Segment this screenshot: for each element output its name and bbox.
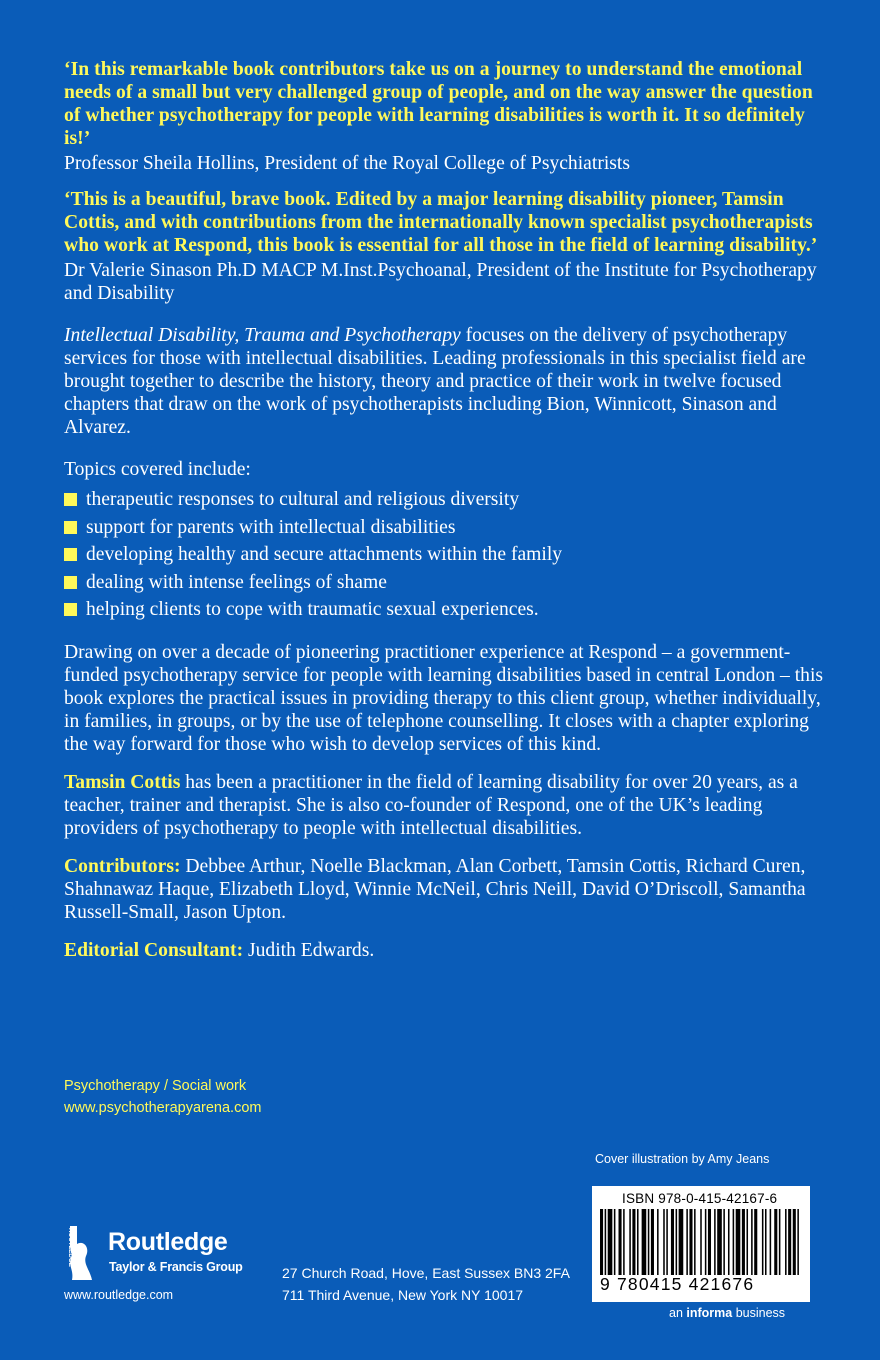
address-uk: 27 Church Road, Hove, East Sussex BN3 2FA: [282, 1265, 570, 1281]
barcode-bar: [733, 1209, 735, 1275]
barcode-bar: [608, 1209, 613, 1275]
cover-illustration-credit: Cover illustration by Amy Jeans: [595, 1152, 770, 1166]
isbn-barcode: [592, 1186, 810, 1302]
barcode-bar: [600, 1209, 603, 1275]
author-bio-text: has been a practitioner in the field of learning disability for over 20 years, as a teacher, trainer and therapist. She is also co-founder of Respond, one of the UK’s leading providers of psychotherapy to people with intellectual disabilities.: [64, 771, 798, 839]
barcode-bar: [637, 1209, 639, 1275]
barcode-bar: [605, 1209, 607, 1275]
publisher-url[interactable]: www.routledge.com: [64, 1288, 174, 1302]
author-name: Tamsin Cottis: [64, 771, 181, 793]
bullet-square-icon: [64, 576, 77, 589]
barcode-bar: [657, 1209, 659, 1275]
back-cover-content: [64, 58, 834, 962]
barcode-bar: [714, 1209, 716, 1275]
barcode-bar: [689, 1209, 692, 1275]
practice-paragraph: Drawing on over a decade of pioneering practitioner experience at Respond – a government-funded psychotherapy service for people with learning disabilities based in central London – this book explores the practical issues in providing therapy to this client group, whether individually, in families, in groups, or by the use of telephone counselling. It closes with a chapter exploring the way forward for those who wish to develop services of this kind.: [64, 641, 824, 755]
category-info: [64, 1075, 261, 1119]
barcode-bar: [785, 1209, 787, 1275]
barcode-bar: [746, 1209, 748, 1275]
contributors: [64, 855, 834, 924]
barcode-bar: [619, 1209, 622, 1275]
barcode-bar: [770, 1209, 772, 1275]
publisher-name: Routledge: [108, 1228, 228, 1256]
list-item: therapeutic responses to cultural and religious diversity: [64, 486, 834, 514]
barcode-bar: [694, 1209, 696, 1275]
quote-block-1: [64, 58, 834, 175]
barcode-bar: [779, 1209, 781, 1275]
list-item: dealing with intense feelings of shame: [64, 569, 834, 597]
publisher-address: [282, 1262, 570, 1306]
barcode-bar: [676, 1209, 678, 1275]
barcode-bar: [700, 1209, 702, 1275]
contributors-label: Contributors:: [64, 855, 181, 877]
editorial-label: Editorial Consultant:: [64, 939, 244, 961]
barcode-bar: [663, 1209, 665, 1275]
endorsement-attribution: Dr Valerie Sinason Ph.D MACP M.Inst.Psychoanal, President of the Institute for Psychotherapy and Disability: [64, 260, 817, 304]
bullet-square-icon: [64, 521, 77, 534]
barcode-bar: [788, 1209, 791, 1275]
list-item: support for parents with intellectual disabilities: [64, 514, 834, 542]
barcode-bar: [793, 1209, 796, 1275]
list-item: developing healthy and secure attachments within the family: [64, 541, 834, 569]
endorsement-quote: ‘This is a beautiful, brave book. Edited by a major learning disability pioneer, Tamsin Cottis, and with contributions from the internationally known specialist psychotherapists who work at Respond, this book is essential for all those in the field of learning disability.’: [64, 189, 818, 256]
barcode-bar: [686, 1209, 688, 1275]
barcode-bar: [762, 1209, 764, 1275]
svg-text:ROUTLEDGE: ROUTLEDGE: [67, 1228, 74, 1267]
barcode-bar: [765, 1209, 767, 1275]
barcode-bar: [751, 1209, 753, 1275]
informa-tagline: an informa business: [669, 1306, 786, 1320]
author-bio: [64, 771, 834, 840]
isbn-number: ISBN 978-0-415-42167-6: [622, 1191, 778, 1206]
editorial-name: Judith Edwards.: [243, 939, 375, 961]
bullet-square-icon: [64, 548, 77, 561]
barcode-bar: [742, 1209, 745, 1275]
barcode-bar: [754, 1209, 757, 1275]
barcode-bar: [705, 1209, 707, 1275]
barcode-bar: [708, 1209, 711, 1275]
website-link[interactable]: www.psychotherapyarena.com: [64, 1100, 262, 1116]
bullet-square-icon: [64, 493, 77, 506]
routledge-logo: [62, 1224, 252, 1284]
endorsement-attribution: Professor Sheila Hollins, President of the Royal College of Psychiatrists: [64, 153, 630, 174]
informa-brand: informa: [686, 1306, 733, 1320]
barcode-digits: 9 780415 421676: [600, 1274, 755, 1294]
barcode-bar: [717, 1209, 722, 1275]
barcode-bar: [614, 1209, 616, 1275]
barcode-bar: [648, 1209, 650, 1275]
barcode-bar: [623, 1209, 625, 1275]
barcode-icon: [600, 1209, 802, 1275]
barcode-bar: [642, 1209, 647, 1275]
barcode-bar: [666, 1209, 668, 1275]
barcode-bar: [679, 1209, 684, 1275]
topics-intro: Topics covered include:: [64, 459, 251, 480]
bullet-square-icon: [64, 603, 77, 616]
book-description: [64, 324, 834, 439]
barcode-bar: [629, 1209, 631, 1275]
barcode-bar: [736, 1209, 741, 1275]
description-text: focuses on the delivery of psychotherapy services for those with intellectual disabilities. Leading professionals in this specialist field are brought together to describe the history, theory and practice of their work in twelve focused chapters that draw on the work of psychotherapists including Bion, Winnicott, Sinason and Alvarez.: [64, 325, 806, 438]
book-title: Intellectual Disability, Trauma and Psychotherapy: [64, 325, 461, 346]
barcode-bar: [671, 1209, 674, 1275]
barcode-bar: [774, 1209, 777, 1275]
subject-category: Psychotherapy / Social work: [64, 1078, 247, 1094]
routledge-logo-icon: [62, 1224, 92, 1282]
editorial-consultant: [64, 939, 834, 962]
barcode-bar: [728, 1209, 730, 1275]
publisher-group: Taylor & Francis Group: [109, 1260, 243, 1274]
barcode-bar: [632, 1209, 635, 1275]
barcode-bar: [797, 1209, 799, 1275]
barcode-bar: [651, 1209, 654, 1275]
quote-block-2: [64, 188, 834, 305]
list-item: helping clients to cope with traumatic sexual experiences.: [64, 596, 834, 624]
topics-list: [64, 486, 834, 624]
endorsement-quote: ‘In this remarkable book contributors take us on a journey to understand the emotional needs of a small but very challenged group of people, and on the way answer the question of whether psychotherapy for people with learning disabilities is worth it. It so definitely is!’: [64, 59, 813, 149]
barcode-bar: [723, 1209, 725, 1275]
contributors-names: Debbee Arthur, Noelle Blackman, Alan Corbett, Tamsin Cottis, Richard Curen, Shahnawaz Haque, Elizabeth Lloyd, Winnie McNeil, Chris Neill, David O’Driscoll, Samantha Russell-Small, Jason Upton.: [64, 855, 806, 923]
address-us: 711 Third Avenue, New York NY 10017: [282, 1287, 524, 1303]
